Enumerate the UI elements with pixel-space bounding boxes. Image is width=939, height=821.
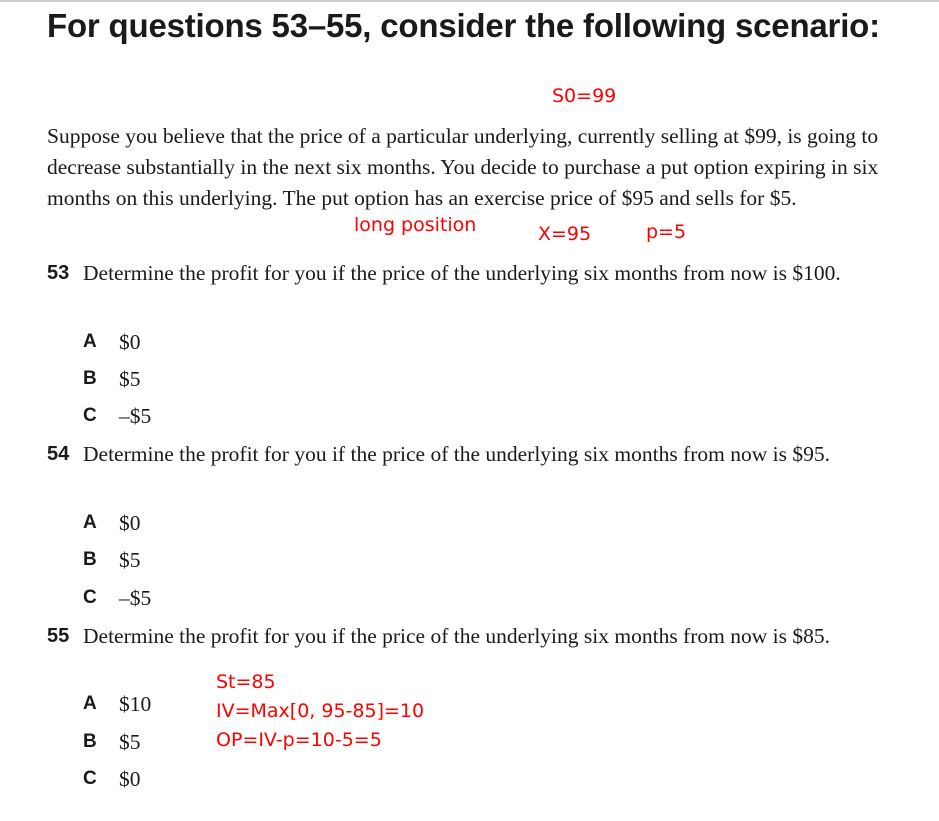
option-letter: C	[83, 587, 97, 608]
option-value: $10	[119, 692, 152, 716]
question-number: 55	[47, 625, 70, 647]
question-text: Determine the profit for you if the price of the underlying six months from now is $100.	[83, 261, 841, 285]
annotation-option-profit: OP=IV-p=10-5=5	[216, 729, 382, 751]
question-text: Determine the profit for you if the price of the underlying six months from now is $85.	[83, 624, 830, 648]
option-value: $0	[119, 767, 141, 791]
option-value: $5	[119, 367, 141, 391]
option-letter: B	[83, 731, 97, 752]
scenario-text: Suppose you believe that the price of a particular underlying, currently selling at $99, is going to decrease substantially in the next six months. You decide to purchase a put option expiring in six months on this underlying. The put option has an exercise price of $95 and sells for $5.	[47, 124, 879, 210]
option-value: $0	[119, 511, 141, 535]
option-value: –$5	[119, 586, 152, 610]
question-number: 54	[47, 443, 70, 465]
option-letter: B	[83, 368, 97, 389]
annotation-long-position: long position	[354, 214, 477, 236]
question-text: Determine the profit for you if the price of the underlying six months from now is $95.	[83, 442, 830, 466]
option-letter: B	[83, 549, 97, 570]
option-letter: A	[83, 693, 97, 714]
annotation-intrinsic-value: IV=Max[0, 95-85]=10	[216, 700, 425, 722]
option-letter: A	[83, 331, 97, 352]
annotation-premium: p=5	[646, 221, 687, 243]
option-value: $0	[119, 330, 141, 354]
option-letter: A	[83, 512, 97, 533]
section-heading: For questions 53–55, consider the following scenario:	[47, 7, 880, 44]
option-value: $5	[119, 730, 141, 754]
annotation-exercise-price: X=95	[538, 223, 592, 245]
annotation-st: St=85	[216, 671, 276, 693]
option-letter: C	[83, 768, 97, 789]
annotation-s0: S0=99	[552, 85, 617, 107]
option-value: $5	[119, 548, 141, 572]
option-letter: C	[83, 405, 97, 426]
option-value: –$5	[119, 404, 152, 428]
question-number: 53	[47, 262, 70, 284]
